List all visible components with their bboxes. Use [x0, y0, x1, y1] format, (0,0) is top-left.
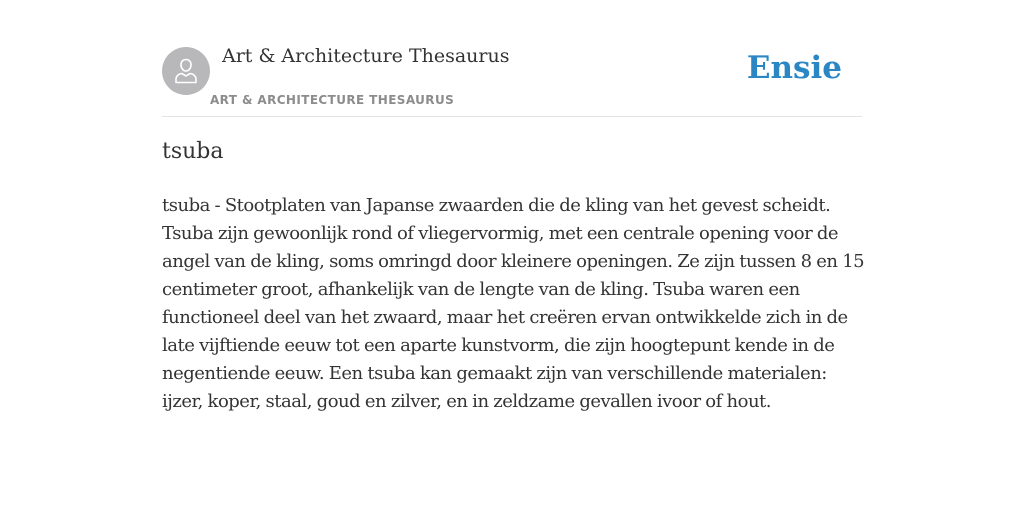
- source-title[interactable]: Art & Architecture Thesaurus: [222, 45, 510, 67]
- source-header: [162, 0, 862, 117]
- user-icon: [173, 57, 199, 85]
- brand-logo[interactable]: Ensie: [746, 50, 842, 86]
- entry-card: [162, 0, 865, 512]
- avatar[interactable]: [162, 47, 210, 95]
- source-subtitle[interactable]: ART & ARCHITECTURE THESAURUS: [210, 93, 455, 107]
- entry-term: tsuba: [162, 139, 224, 164]
- entry-definition: tsuba - Stootplaten van Japanse zwaarden die de kling van het gevest scheidt. Tsuba zijn gewoonlijk rond of vliegervormig, met een centrale opening voor de angel van de kling, soms omringd door kleinere openingen. Ze zijn tussen 8 en 15 centimeter groot, afhankelijk van de lengte van de kling. Tsuba waren een functioneel deel van het zwaard, maar het creëren ervan ontwikkelde zich in de late vijftiende eeuw tot een aparte kunstvorm, die zijn hoogtepunt kende in de negentiende eeuw. Een tsuba kan gemaakt zijn van verschillende materialen: ijzer, koper, staal, goud en zilver, en in zeldzame gevallen ivoor of hout.: [162, 195, 865, 412]
